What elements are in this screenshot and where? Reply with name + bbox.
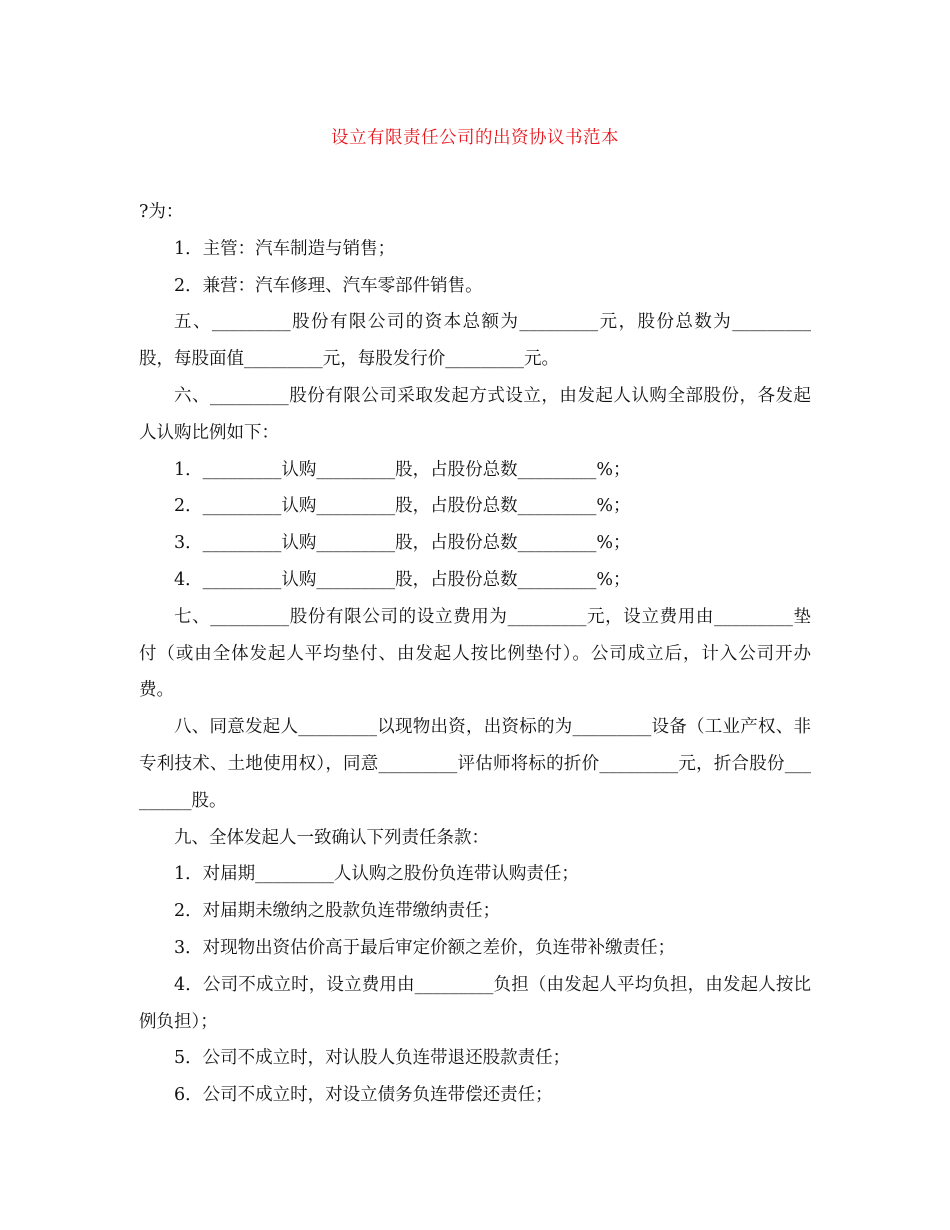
paragraph-main-business: 1．主管：汽车制造与销售； bbox=[174, 238, 396, 259]
paragraph-liability-4: 4．公司不成立时，设立费用由_________负担（由发起人平均负担，由发起人按比例负担）； bbox=[139, 974, 811, 1032]
paragraph-subscriber-2: 2．_________认购_________股，占股份总数_________%； bbox=[174, 496, 631, 517]
paragraph-subscriber-4: 4．_________认购_________股，占股份总数_________%； bbox=[174, 569, 631, 590]
paragraph-purpose-heading: ?为： bbox=[139, 202, 184, 222]
document-title: 设立有限责任公司的出资协议书范本 bbox=[331, 128, 619, 148]
paragraph-article-8-in-kind: 八、同意发起人_________以现物出资，出资标的为_________设备（工业产权、非专利技术、土地使用权），同意_________评估师将标的折价_________元，折合股份_________股。 bbox=[139, 717, 811, 811]
paragraph-liability-2: 2．对届期未缴纳之股款负连带缴纳责任； bbox=[174, 901, 501, 922]
paragraph-article-5-capital: 五、_________股份有限公司的资本总额为_________元，股份总数为_________股，每股面值_________元，每股发行价_________元。 bbox=[139, 312, 811, 370]
paragraph-article-9-liability: 九、全体发起人一致确认下列责任条款： bbox=[174, 827, 489, 848]
paragraph-subscriber-1: 1．_________认购_________股，占股份总数_________%； bbox=[174, 459, 631, 480]
paragraph-liability-1: 1．对届期_________人认购之股份负连带认购责任； bbox=[174, 864, 579, 885]
document-body bbox=[139, 194, 811, 1114]
paragraph-article-7-expenses: 七、_________股份有限公司的设立费用为_________元，设立费用由_________垫付（或由全体发起人平均垫付、由发起人按比例垫付）。公司成立后，计入公司开办费。 bbox=[139, 606, 811, 701]
paragraph-subscriber-3: 3．_________认购_________股，占股份总数_________%； bbox=[174, 533, 631, 554]
paragraph-liability-5: 5．公司不成立时，对认股人负连带退还股款责任； bbox=[174, 1048, 571, 1069]
paragraph-liability-3: 3．对现物出资估价高于最后审定价额之差价，负连带补缴责任； bbox=[174, 937, 676, 958]
paragraph-article-6-subscription: 六、_________股份有限公司采取发起方式设立，由发起人认购全部股份，各发起人认购比例如下： bbox=[139, 385, 811, 443]
paragraph-liability-6: 6．公司不成立时，对设立债务负连带偿还责任； bbox=[174, 1085, 553, 1106]
paragraph-side-business: 2．兼营：汽车修理、汽车零部件销售。 bbox=[174, 275, 483, 296]
